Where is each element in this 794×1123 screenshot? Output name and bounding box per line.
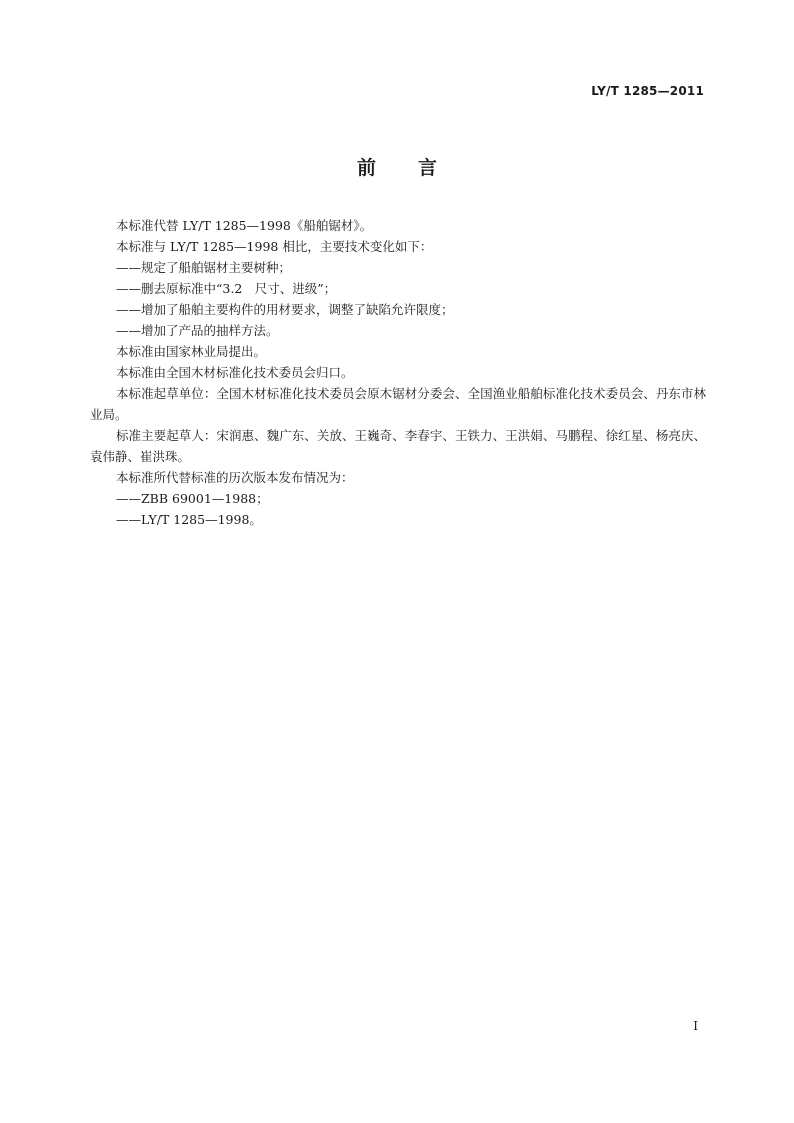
paragraph-history-intro: 本标准所代替标准的历次版本发布情况为：	[116, 470, 354, 485]
foreword-body	[90, 215, 706, 530]
paragraph-drafting-units: 本标准起草单位：全国木材标准化技术委员会原木锯材分委会、全国渔业船舶标准化技术委员会、丹东市林业局。	[90, 386, 706, 422]
title-char-2: 言	[418, 157, 438, 179]
paragraph-changes-intro: 本标准与 LY/T 1285—1998 相比，主要技术变化如下：	[116, 239, 433, 254]
title-char-1: 前	[356, 157, 376, 179]
paragraph-proposed-by: 本标准由国家林业局提出。	[116, 344, 267, 359]
list-item-change-4: ——增加了产品的抽样方法。	[116, 323, 279, 338]
page-number: I	[693, 1019, 698, 1033]
paragraph-drafters: 标准主要起草人：宋润惠、魏广东、关放、王巍奇、李春宇、王铁力、王洪娟、马鹏程、徐红星、杨亮庆、袁伟静、崔洪珠。	[90, 428, 706, 464]
document-code: LY/T 1285—2011	[591, 84, 704, 98]
list-item-history-2: ——LY/T 1285—1998。	[116, 512, 262, 527]
page-title	[0, 153, 794, 180]
paragraph-administered-by: 本标准由全国木材标准化技术委员会归口。	[116, 365, 354, 380]
paragraph-replaces: 本标准代替 LY/T 1285—1998《船舶锯材》。	[116, 218, 373, 233]
list-item-history-1: ——ZBB 69001—1988；	[116, 491, 269, 506]
list-item-change-1: ——规定了船舶锯材主要树种；	[116, 260, 292, 275]
list-item-change-2: ——删去原标准中“3.2 尺寸、进级”；	[116, 281, 337, 296]
list-item-change-3: ——增加了船舶主要构件的用材要求，调整了缺陷允许限度；	[116, 302, 454, 317]
